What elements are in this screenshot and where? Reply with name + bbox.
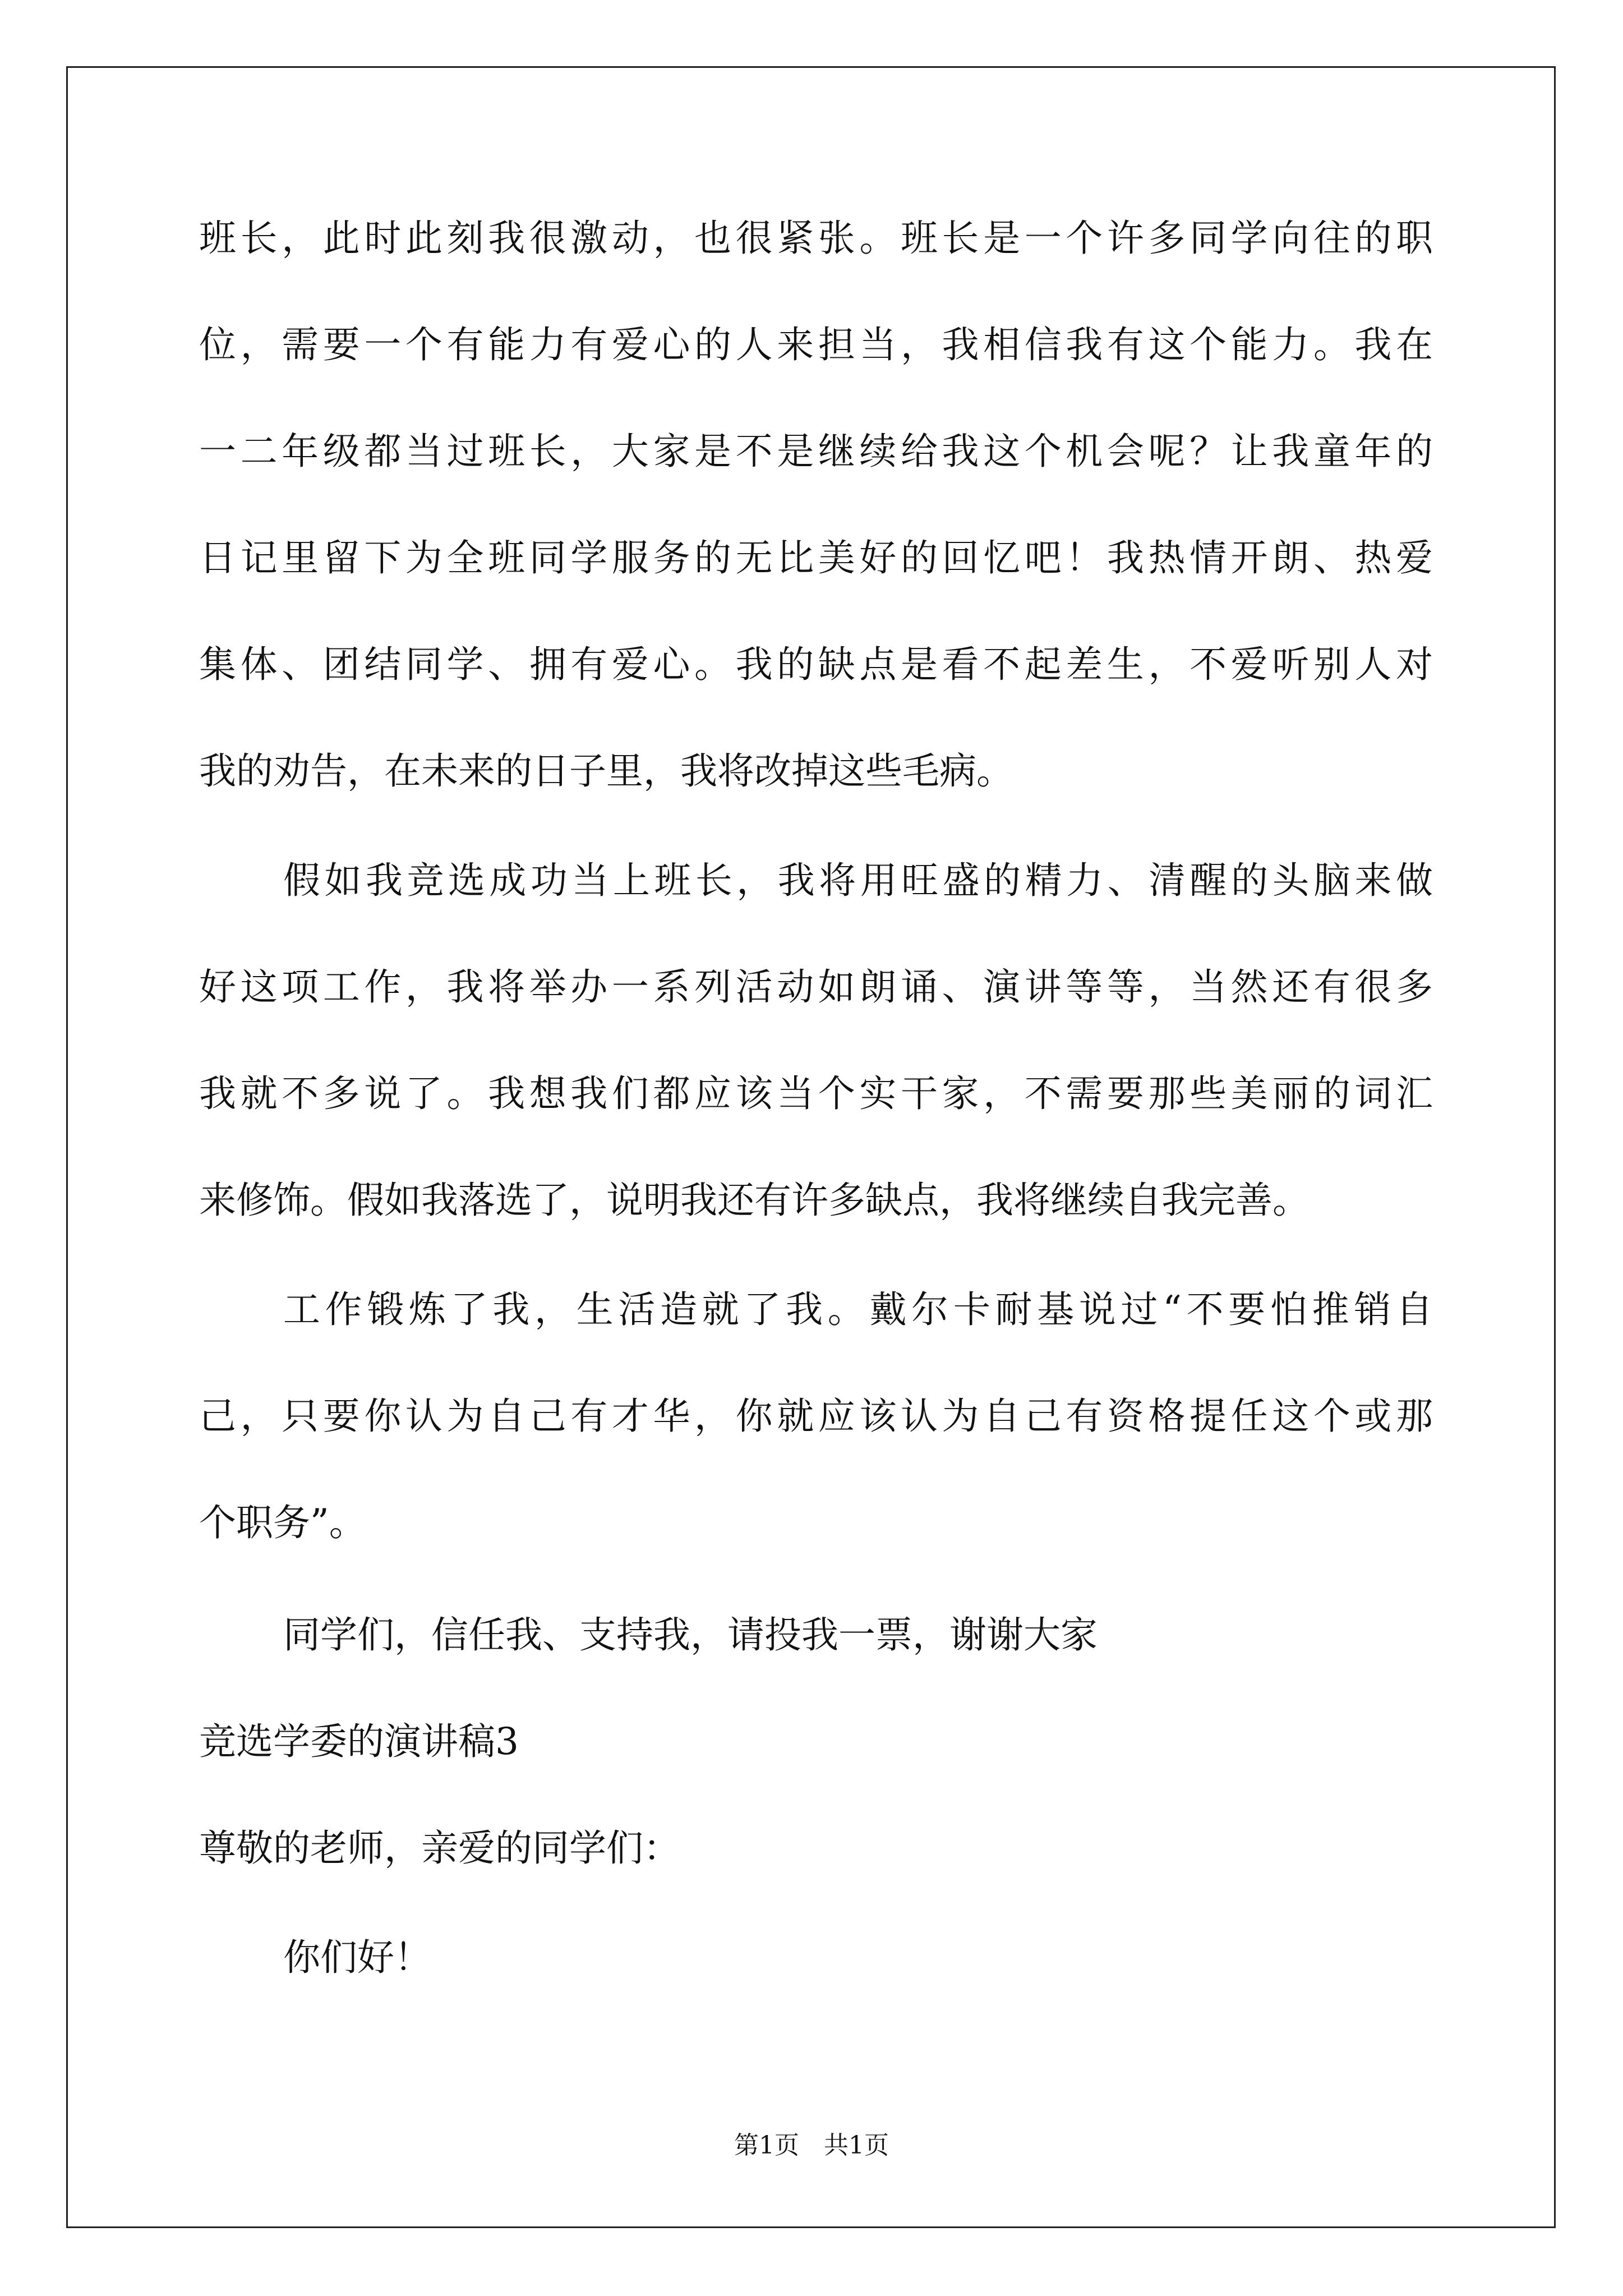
paragraph-line: 日记里留下为全班同学服务的无比美好的回忆吧！我热情开朗、热爱 [199, 536, 1433, 579]
paragraph-line: 假如我竞选成功当上班长，我将用旺盛的精力、清醒的头脑来做 [283, 859, 1433, 902]
paragraph-line: 己，只要你认为自己有才华，你就应该认为自己有资格提任这个或那 [199, 1395, 1433, 1438]
paragraph-line: 个职务”。 [199, 1501, 366, 1544]
paragraph-line: 集体、团结同学、拥有爱心。我的缺点是看不起差生，不爱听别人对 [199, 643, 1433, 686]
section-heading: 竞选学委的演讲稿3 [199, 1720, 519, 1763]
page-border [66, 66, 1556, 2228]
greeting-line: 你们好！ [283, 1936, 431, 1979]
paragraph-line: 班长，此时此刻我很激动，也很紧张。班长是一个许多同学向往的职 [199, 217, 1433, 260]
paragraph-line: 好这项工作，我将举办一系列活动如朗诵、演讲等等，当然还有很多 [199, 965, 1433, 1009]
paragraph-line: 一二年级都当过班长，大家是不是继续给我这个机会呢？让我童年的 [199, 430, 1433, 473]
paragraph-line: 工作锻炼了我，生活造就了我。戴尔卡耐基说过“不要怕推销自 [283, 1288, 1433, 1331]
paragraph-line: 我就不多说了。我想我们都应该当个实干家，不需要那些美丽的词汇 [199, 1072, 1433, 1115]
salutation-line: 尊敬的老师，亲爱的同学们： [199, 1826, 680, 1870]
paragraph-line: 来修饰。假如我落选了，说明我还有许多缺点，我将继续自我完善。 [199, 1179, 1310, 1222]
paragraph-line: 同学们，信任我、支持我，请投我一票，谢谢大家 [283, 1613, 1098, 1657]
paragraph-line: 位，需要一个有能力有爱心的人来担当，我相信我有这个能力。我在 [199, 323, 1433, 366]
page-footer: 第1页 共1页 [734, 2131, 889, 2160]
paragraph-line: 我的劝告，在未来的日子里，我将改掉这些毛病。 [199, 749, 1013, 793]
